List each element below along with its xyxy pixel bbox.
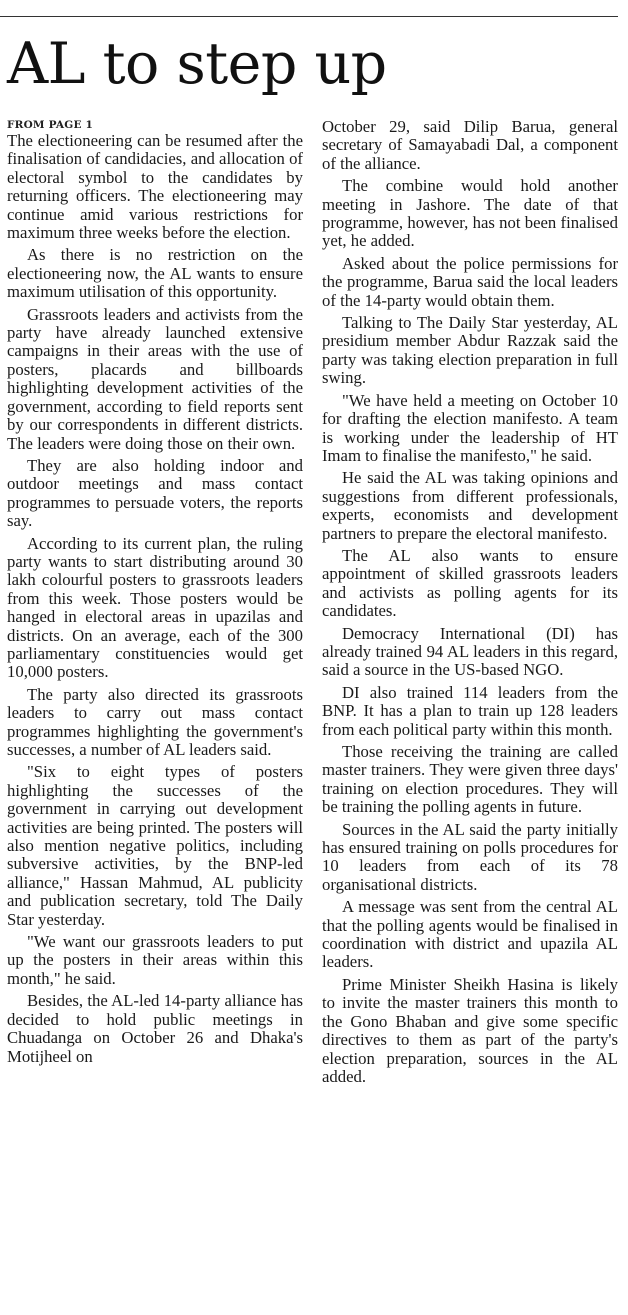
paragraph: Prime Minister Sheikh Hasina is likely to invite the master trainers this month to the Gono Bhaban and give some specific directives to them as part of the party's election preparation, sources in the AL added. (322, 974, 618, 1086)
paragraph: DI also trained 114 leaders from the BNP. It has a plan to train up 128 leaders from each political party within this month. (322, 682, 618, 739)
paragraph: "Six to eight types of posters highlighting the successes of the government in carrying out development activities are being printed. The posters will also mention negative politics, including subversive activities, by the BNP-led alliance," Hassan Mahmud, AL publicity and publication secretary, told The Daily Star yesterday. (7, 762, 303, 929)
paragraph: He said the AL was taking opinions and suggestions from different professionals, experts, economists and development partners to prepare the electoral manifesto. (322, 468, 618, 543)
article-column-2 (322, 118, 618, 1090)
paragraph: Asked about the police permissions for the programme, Barua said the local leaders of the 14-party would obtain them. (322, 253, 618, 310)
paragraph: According to its current plan, the ruling party wants to start distributing around 30 lakh colourful posters to grassroots leaders from this week. Those posters would be hanged in electoral areas in upazilas and districts. On an average, each of the 300 parliamentary constituencies would get 10,000 posters. (7, 533, 303, 682)
paragraph: "We want our grassroots leaders to put up the posters in their areas within this month," he said. (7, 932, 303, 988)
paragraph: A message was sent from the central AL that the polling agents would be finalised in coordination with district and upazila AL leaders. (322, 897, 618, 972)
paragraph: Besides, the AL-led 14-party alliance has decided to hold public meetings in Chuadanga on October 26 and Dhaka's Motijheel on (7, 991, 303, 1066)
paragraph: The electioneering can be resumed after the finalisation of candidacies, and allocation of electoral symbol to the candidates by returning officers. The electioneering may continue amid various restrictions for maximum three weeks before the election. (7, 131, 303, 243)
paragraph: "We have held a meeting on October 10 for drafting the election manifesto. A team is working under the leadership of HT Imam to finalise the manifesto," he said. (322, 390, 618, 465)
article-column-1 (7, 118, 303, 1070)
paragraph: Grassroots leaders and activists from the party have already launched extensive campaigns in their areas with the use of posters, placards and billboards highlighting development activities of the government, according to field reports sent by our correspondents in different districts. The leaders were doing those on their own. (7, 304, 303, 453)
paragraph: The party also directed its grassroots leaders to carry out mass contact programmes highlighting the government's successes, a number of AL leaders said. (7, 684, 303, 759)
from-page-kicker: FROM PAGE 1 (7, 119, 94, 131)
paragraph: As there is no restriction on the electioneering now, the AL wants to ensure maximum utilisation of this opportunity. (7, 245, 303, 302)
paragraph: They are also holding indoor and outdoor meetings and mass contact programmes to persuade voters, the reports say. (7, 455, 303, 531)
paragraph: Sources in the AL said the party initially has ensured training on polls procedures for 10 leaders from each of its 78 organisational districts. (322, 819, 618, 894)
paragraph: Democracy International (DI) has already trained 94 AL leaders in this regard, said a source in the US-based NGO. (322, 623, 618, 680)
paragraph: Talking to The Daily Star yesterday, AL presidium member Abdur Razzak said the party was taking election preparation in full swing. (322, 313, 618, 388)
headline: AL to step up (7, 31, 387, 97)
top-rule (0, 16, 618, 17)
paragraph: The AL also wants to ensure appointment of skilled grassroots leaders and activists as polling agents for its candidates. (322, 545, 618, 621)
paragraph: October 29, said Dilip Barua, general secretary of Samayabadi Dal, a component of the alliance. (322, 117, 618, 173)
paragraph: Those receiving the training are called master trainers. They were given three days' training on election procedures. They will be training the polling agents in future. (322, 742, 618, 817)
paragraph: The combine would hold another meeting in Jashore. The date of that programme, however, has not been finalised yet, he added. (322, 176, 618, 251)
